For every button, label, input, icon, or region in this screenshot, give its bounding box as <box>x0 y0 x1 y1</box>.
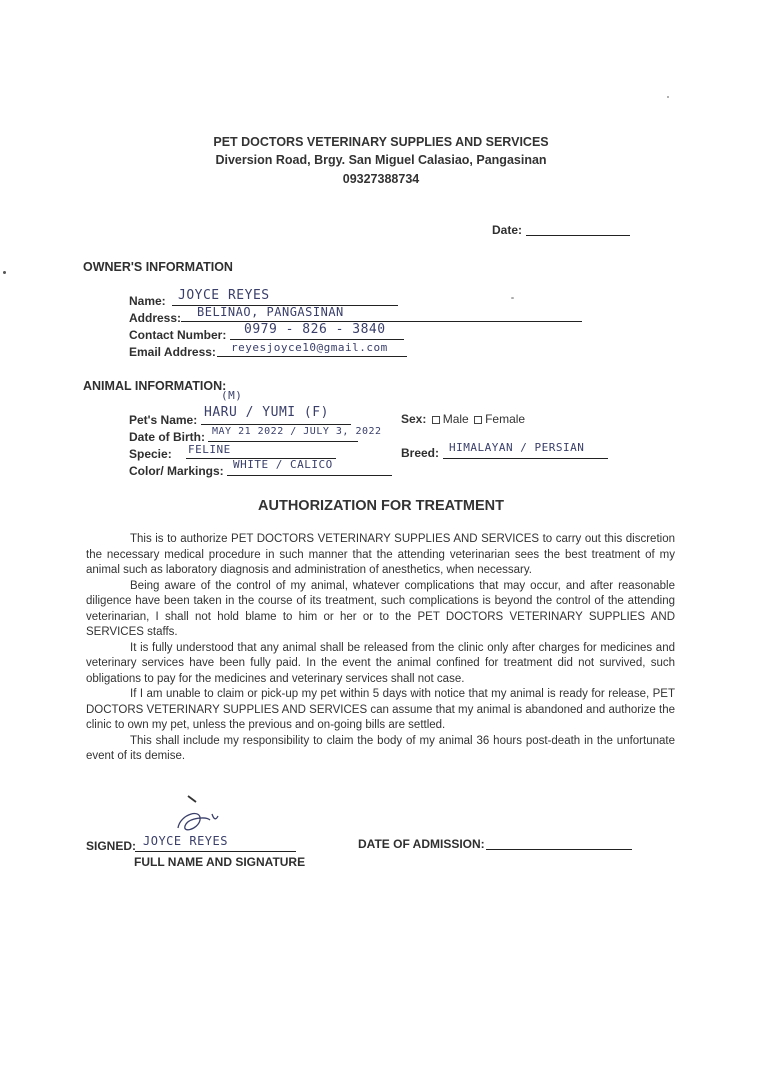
animal-section-title: ANIMAL INFORMATION: <box>83 379 227 393</box>
pet-name-note: (M) <box>221 389 243 402</box>
signature-caption: FULL NAME AND SIGNATURE <box>134 855 306 869</box>
dob-label: Date of Birth: <box>129 430 205 444</box>
scan-speck <box>3 271 6 274</box>
owner-address-label: Address: <box>129 311 182 325</box>
business-name: PET DOCTORS VETERINARY SUPPLIES AND SERVICES <box>213 135 549 149</box>
breed-label: Breed: <box>401 446 440 460</box>
date-of-admission-field[interactable] <box>486 849 632 850</box>
business-address: Diversion Road, Brgy. San Miguel Calasiao, Pangasinan <box>215 153 547 167</box>
scan-speck <box>667 96 669 98</box>
sex-label: Sex: <box>401 412 427 426</box>
pet-name-field[interactable] <box>201 424 351 425</box>
authorization-paragraph: This shall include my responsibility to claim the body of my animal 36 hours post-death in the unfortunate event of its demise. <box>86 734 675 762</box>
contact-number-field[interactable] <box>230 339 404 340</box>
female-option-label: Female <box>485 412 526 426</box>
male-option-label: Male <box>442 412 469 426</box>
authorization-body <box>86 532 675 765</box>
owner-address-value: BELINAO, PANGASINAN <box>197 305 344 319</box>
date-of-admission-label: DATE OF ADMISSION: <box>358 837 485 851</box>
owner-name-label: Name: <box>129 294 166 308</box>
date-label: Date: <box>492 223 523 237</box>
specie-value: FELINE <box>188 443 231 456</box>
signature-field[interactable] <box>135 851 296 852</box>
signature-value: JOYCE REYES <box>143 834 228 848</box>
owner-name-value: JOYCE REYES <box>178 288 270 303</box>
contact-number-value: 0979 - 826 - 3840 <box>244 322 386 337</box>
contact-number-label: Contact Number: <box>129 328 227 342</box>
authorization-paragraph: If I am unable to claim or pick-up my pet within 5 days with notice that my animal is ready for release, PET DOCTORS VETERINARY SUPPLIES AND SERVICES can assume that my animal is abandoned and authorize the clinic to own my pet, unless the previous and on-going bills are settled. <box>86 688 675 731</box>
date-field[interactable] <box>526 235 630 236</box>
authorization-paragraph: It is fully understood that any animal shall be released from the clinic only after charges for medicines and veterinary services have been fully paid. In the event the animal confined for treatment did not survived, such obligations to pay for the medicines and veterinary services shall not case. <box>86 641 675 685</box>
color-markings-value: WHITE / CALICO <box>233 458 333 471</box>
pet-name-label: Pet's Name: <box>129 413 198 427</box>
pet-name-value: HARU / YUMI (F) <box>204 405 329 420</box>
email-address-value: reyesjoyce10@gmail.com <box>231 341 388 354</box>
specie-label: Specie: <box>129 447 172 461</box>
color-markings-field[interactable] <box>227 475 392 476</box>
breed-field[interactable] <box>443 458 608 459</box>
scan-speck <box>511 297 514 299</box>
owner-section-title: OWNER'S INFORMATION <box>83 260 233 274</box>
dob-value: MAY 21 2022 / JULY 3, 2022 <box>212 426 382 437</box>
email-address-field[interactable] <box>217 356 407 357</box>
authorization-paragraph: This is to authorize PET DOCTORS VETERINARY SUPPLIES AND SERVICES to carry out this discretion the necessary medical procedure in such manner that the attending veterinarian sees the best treatment of my animal such as laboratory diagnosis and administration of anesthetics, when necessary. <box>86 533 675 576</box>
male-checkbox[interactable] <box>432 416 440 424</box>
business-phone: 09327388734 <box>342 172 420 186</box>
color-markings-label: Color/ Markings: <box>129 464 224 478</box>
breed-value: HIMALAYAN / PERSIAN <box>449 441 585 454</box>
authorization-title: AUTHORIZATION FOR TREATMENT <box>258 498 504 514</box>
email-address-label: Email Address: <box>129 345 216 359</box>
sex-row <box>401 412 525 426</box>
dob-field[interactable] <box>208 441 358 442</box>
signed-label: SIGNED: <box>86 839 137 853</box>
authorization-paragraph: Being aware of the control of my animal, whatever complications that may occur, and after reasonable diligence have been taken in the course of its treatment, such complications is beyond the control of the attending veterinarian, I shall not hold blame to him or her or to the PET DOCTORS VETERINARY SUPPLIES AND SERVICES staffs. <box>86 579 675 638</box>
female-checkbox[interactable] <box>474 416 482 424</box>
